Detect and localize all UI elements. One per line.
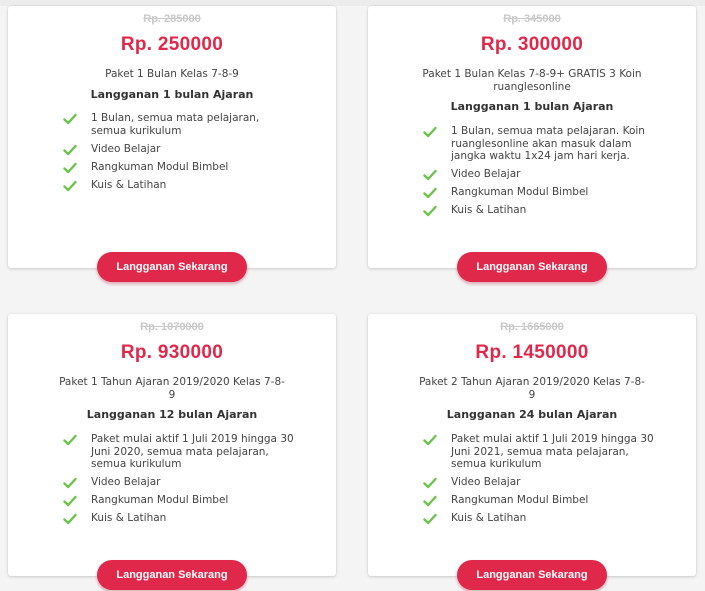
feature-item — [423, 125, 656, 163]
package-description: Paket 1 Bulan Kelas 7-8-9+ GRATIS 3 Koin ruanglesonline — [422, 68, 642, 93]
feature-text: Rangkuman Modul Bimbel — [451, 186, 589, 198]
feature-text: Rangkuman Modul Bimbel — [91, 160, 229, 173]
check-icon — [63, 144, 77, 156]
subscription-duration: Langganan 1 bulan Ajaran — [90, 88, 254, 101]
feature-list — [63, 433, 296, 530]
feature-item — [423, 186, 656, 199]
package-description: Paket 2 Tahun Ajaran 2019/2020 Kelas 7-8-9 — [419, 376, 645, 401]
check-icon — [423, 477, 437, 489]
check-icon — [423, 513, 437, 525]
pricing-card-4 — [368, 314, 696, 581]
feature-list — [63, 112, 296, 197]
feature-text: Rangkuman Modul Bimbel — [451, 494, 589, 506]
feature-list — [423, 125, 656, 222]
old-price: Rp. 1070000 — [140, 321, 204, 333]
feature-item — [423, 494, 656, 507]
subscribe-button[interactable]: Langganan Sekarang — [457, 560, 607, 590]
check-icon — [423, 495, 437, 507]
feature-item — [63, 512, 296, 525]
old-price: Rp. 345000 — [503, 13, 561, 25]
feature-item — [423, 433, 656, 471]
check-icon — [423, 434, 437, 446]
subscription-duration: Langganan 1 bulan Ajaran — [450, 100, 614, 113]
feature-item — [63, 433, 296, 471]
package-description: Paket 1 Bulan Kelas 7-8-9 — [105, 68, 239, 80]
check-icon — [63, 180, 77, 192]
feature-text: 1 Bulan, semua mata pelajaran. Koin ruanglesonline akan masuk dalam jangka waktu 1x24 jam hari kerja. — [451, 125, 645, 162]
old-price: Rp. 1665000 — [500, 321, 564, 333]
check-icon — [423, 187, 437, 199]
check-icon — [63, 513, 77, 525]
check-icon — [423, 205, 437, 217]
feature-item — [63, 494, 296, 507]
feature-item — [423, 512, 656, 525]
feature-text: Paket mulai aktif 1 Juli 2019 hingga 30 Juni 2021, semua mata pelajaran, semua kurikulum — [451, 433, 654, 470]
old-price: Rp. 285000 — [143, 13, 201, 25]
feature-item — [63, 112, 296, 137]
check-icon — [63, 477, 77, 489]
feature-text: Rangkuman Modul Bimbel — [91, 494, 229, 506]
feature-item — [63, 179, 296, 192]
pricing-card-2 — [368, 6, 696, 273]
price: Rp. 300000 — [480, 34, 584, 55]
feature-text: Video Belajar — [451, 168, 521, 180]
check-icon — [63, 162, 77, 174]
price: Rp. 250000 — [120, 34, 224, 55]
feature-item — [423, 476, 656, 489]
check-icon — [423, 169, 437, 181]
check-icon — [63, 434, 77, 446]
feature-text: Kuis & Latihan — [451, 512, 527, 524]
pricing-card-3 — [8, 314, 336, 581]
package-description: Paket 1 Tahun Ajaran 2019/2020 Kelas 7-8-9 — [59, 376, 285, 401]
subscription-duration: Langganan 12 bulan Ajaran — [86, 408, 258, 421]
pricing-card-1 — [8, 6, 336, 273]
feature-item — [423, 168, 656, 181]
price: Rp. 930000 — [120, 342, 224, 363]
feature-text: Video Belajar — [91, 142, 161, 155]
feature-text: Kuis & Latihan — [91, 178, 167, 191]
check-icon — [63, 113, 77, 125]
check-icon — [423, 126, 437, 138]
feature-text: Kuis & Latihan — [91, 512, 167, 524]
feature-item — [63, 143, 296, 156]
price: Rp. 1450000 — [475, 342, 589, 363]
subscribe-button[interactable]: Langganan Sekarang — [457, 252, 607, 282]
subscription-duration: Langganan 24 bulan Ajaran — [446, 408, 618, 421]
feature-item — [423, 204, 656, 217]
feature-text: Video Belajar — [451, 476, 521, 488]
feature-text: Paket mulai aktif 1 Juli 2019 hingga 30 Juni 2020, semua mata pelajaran, semua kurikulum — [91, 433, 294, 470]
feature-text: Video Belajar — [91, 476, 161, 488]
subscribe-button[interactable]: Langganan Sekarang — [97, 252, 247, 282]
feature-list — [423, 433, 656, 530]
subscribe-button[interactable]: Langganan Sekarang — [97, 560, 247, 590]
check-icon — [63, 495, 77, 507]
feature-text: 1 Bulan, semua mata pelajaran, semua kurikulum — [91, 112, 260, 137]
feature-item — [63, 476, 296, 489]
feature-item — [63, 161, 296, 174]
feature-text: Kuis & Latihan — [451, 204, 527, 216]
